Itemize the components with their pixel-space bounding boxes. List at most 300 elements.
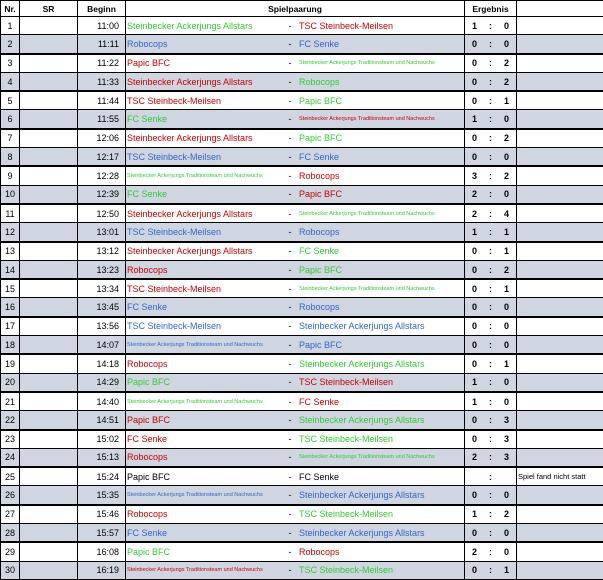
table-row: [1, 561, 603, 579]
home-team: Steinbecker Ackerjungs Allstars: [127, 131, 285, 145]
pairing-dash: -: [285, 413, 295, 427]
pairing-dash: -: [285, 526, 295, 540]
referee-cell: [20, 561, 78, 579]
away-goals: 1: [501, 244, 513, 258]
away-team: Steinbecker Ackerjungs Traditionsteam und Nachwuchs: [299, 56, 435, 70]
match-note: [517, 298, 603, 317]
match-note: [517, 430, 603, 449]
referee-cell: [20, 166, 78, 185]
away-goals: 1: [501, 357, 513, 371]
match-note: [517, 373, 603, 392]
referee-cell: [20, 298, 78, 317]
match-note: [517, 411, 603, 430]
pairing-cell: [126, 166, 465, 185]
match-note: [517, 204, 603, 223]
home-goals: 0: [469, 263, 481, 277]
away-goals: 2: [501, 56, 513, 70]
pairing-cell: [126, 373, 465, 392]
away-team: FC Senke: [299, 470, 339, 484]
score-separator: :: [481, 19, 501, 33]
pairing-cell: [126, 524, 465, 543]
start-time: 13:12: [78, 242, 126, 261]
home-team: FC Senke: [127, 526, 285, 540]
result-cell: [465, 260, 517, 279]
start-time: 13:01: [78, 223, 126, 242]
table-row: [1, 260, 603, 279]
referee-cell: [20, 448, 78, 467]
result-cell: [465, 373, 517, 392]
match-note: [517, 505, 603, 524]
away-team: Robocops: [299, 300, 340, 314]
away-goals: 3: [501, 450, 513, 464]
match-number: 1: [1, 17, 20, 35]
match-note: [517, 35, 603, 54]
away-team: FC Senke: [299, 37, 339, 51]
score-separator: :: [481, 395, 501, 409]
away-goals: 0: [501, 375, 513, 389]
away-goals: 3: [501, 432, 513, 446]
referee-cell: [20, 17, 78, 35]
score-separator: :: [481, 338, 501, 352]
pairing-cell: [126, 54, 465, 73]
pairing-cell: [126, 317, 465, 336]
start-time: 13:45: [78, 298, 126, 317]
away-team: Steinbecker Ackerjungs Allstars: [299, 319, 425, 333]
result-cell: [465, 467, 517, 486]
start-time: 11:11: [78, 35, 126, 54]
pairing-dash: -: [285, 507, 295, 521]
match-note: [517, 279, 603, 298]
score-separator: :: [481, 432, 501, 446]
table-row: [1, 54, 603, 73]
match-number: 28: [1, 524, 20, 543]
match-number: 15: [1, 279, 20, 298]
away-goals: 0: [501, 187, 513, 201]
score-separator: :: [481, 94, 501, 108]
score-separator: :: [481, 526, 501, 540]
table-row: [1, 392, 603, 411]
result-cell: [465, 486, 517, 505]
header-ergebnis: Ergebnis: [465, 1, 517, 17]
match-note: [517, 72, 603, 91]
table-row: [1, 185, 603, 204]
home-goals: 2: [469, 187, 481, 201]
referee-cell: [20, 505, 78, 524]
match-number: 2: [1, 35, 20, 54]
home-goals: 0: [469, 526, 481, 540]
home-goals: 1: [469, 112, 481, 126]
pairing-dash: -: [285, 545, 295, 559]
pairing-dash: -: [285, 395, 295, 409]
away-team: FC Senke: [299, 395, 339, 409]
home-goals: 2: [469, 450, 481, 464]
table-row: [1, 542, 603, 561]
table-row: [1, 242, 603, 261]
home-team: Steinbecker Ackerjungs Traditionsteam und Nachwuchs: [127, 395, 285, 409]
home-team: Papic BFC: [127, 545, 285, 559]
score-separator: :: [481, 300, 501, 314]
match-number: 16: [1, 298, 20, 317]
home-team: TSC Steinbeck-Meilsen: [127, 282, 285, 296]
referee-cell: [20, 260, 78, 279]
match-note: [517, 392, 603, 411]
home-goals: 1: [469, 225, 481, 239]
pairing-cell: [126, 298, 465, 317]
home-goals: 0: [469, 432, 481, 446]
score-separator: :: [481, 413, 501, 427]
pairing-cell: [126, 448, 465, 467]
match-number: 17: [1, 317, 20, 336]
result-cell: [465, 279, 517, 298]
home-goals: 3: [469, 169, 481, 183]
pairing-dash: -: [285, 432, 295, 446]
home-team: Robocops: [127, 357, 285, 371]
header-note: [517, 1, 603, 17]
start-time: 14:40: [78, 392, 126, 411]
start-time: 11:33: [78, 72, 126, 91]
table-row: [1, 148, 603, 167]
home-goals: 0: [469, 131, 481, 145]
away-goals: 2: [501, 131, 513, 145]
score-separator: :: [481, 450, 501, 464]
pairing-cell: [126, 129, 465, 148]
score-separator: :: [481, 282, 501, 296]
away-team: Robocops: [299, 225, 340, 239]
away-goals: 0: [501, 19, 513, 33]
away-team: Steinbecker Ackerjungs Traditionsteam und Nachwuchs: [299, 112, 435, 126]
away-team: TSC Steinbeck-Meilsen: [299, 563, 393, 577]
header-beginn: Beginn: [78, 1, 126, 17]
table-row: [1, 166, 603, 185]
match-note: [517, 524, 603, 543]
pairing-dash: -: [285, 563, 295, 577]
start-time: 15:35: [78, 486, 126, 505]
away-team: Robocops: [299, 169, 340, 183]
home-goals: 0: [469, 244, 481, 258]
header-sr: SR: [20, 1, 78, 17]
pairing-cell: [126, 204, 465, 223]
match-note: [517, 486, 603, 505]
home-team: Steinbecker Ackerjungs Traditionsteam und Nachwuchs: [127, 338, 285, 352]
away-team: Steinbecker Ackerjungs Allstars: [299, 413, 425, 427]
away-team: Steinbecker Ackerjungs Allstars: [299, 526, 425, 540]
away-team: Steinbecker Ackerjungs Traditionsteam und Nachwuchs: [299, 207, 435, 221]
result-cell: [465, 505, 517, 524]
referee-cell: [20, 430, 78, 449]
result-cell: [465, 411, 517, 430]
table-row: [1, 448, 603, 467]
away-goals: 0: [501, 150, 513, 164]
pairing-cell: [126, 411, 465, 430]
match-note: [517, 17, 603, 35]
match-note: [517, 448, 603, 467]
referee-cell: [20, 185, 78, 204]
score-separator: :: [481, 75, 501, 89]
start-time: 13:34: [78, 279, 126, 298]
referee-cell: [20, 336, 78, 355]
score-separator: :: [481, 488, 501, 502]
match-number: 25: [1, 467, 20, 486]
away-goals: 2: [501, 507, 513, 521]
table-row: [1, 72, 603, 91]
away-team: Steinbecker Ackerjungs Allstars: [299, 357, 425, 371]
start-time: 14:18: [78, 354, 126, 373]
score-separator: :: [481, 37, 501, 51]
pairing-dash: -: [285, 488, 295, 502]
match-number: 26: [1, 486, 20, 505]
start-time: 16:19: [78, 561, 126, 579]
pairing-cell: [126, 110, 465, 129]
header-spielpaarung: Spielpaarung: [126, 1, 465, 17]
pairing-dash: -: [285, 319, 295, 333]
referee-cell: [20, 35, 78, 54]
start-time: 11:22: [78, 54, 126, 73]
pairing-cell: [126, 17, 465, 35]
match-number: 10: [1, 185, 20, 204]
table-row: [1, 204, 603, 223]
match-number: 21: [1, 392, 20, 411]
home-goals: 2: [469, 207, 481, 221]
result-cell: [465, 336, 517, 355]
away-goals: 0: [501, 545, 513, 559]
result-cell: [465, 185, 517, 204]
away-goals: 0: [501, 300, 513, 314]
away-goals: 0: [501, 526, 513, 540]
table-row: [1, 336, 603, 355]
home-team: Papic BFC: [127, 375, 285, 389]
table-row: [1, 524, 603, 543]
pairing-cell: [126, 242, 465, 261]
home-team: TSC Steinbeck-Meilsen: [127, 94, 285, 108]
pairing-dash: -: [285, 207, 295, 221]
result-cell: [465, 204, 517, 223]
match-number: 3: [1, 54, 20, 73]
table-row: [1, 110, 603, 129]
referee-cell: [20, 467, 78, 486]
home-team: Papic BFC: [127, 56, 285, 70]
result-cell: [465, 223, 517, 242]
pairing-cell: [126, 91, 465, 110]
result-cell: [465, 542, 517, 561]
pairing-cell: [126, 279, 465, 298]
away-goals: 4: [501, 207, 513, 221]
home-goals: 0: [469, 75, 481, 89]
home-goals: 0: [469, 150, 481, 164]
pairing-dash: -: [285, 56, 295, 70]
table-row: [1, 223, 603, 242]
away-team: Robocops: [299, 545, 340, 559]
away-team: Papic BFC: [299, 94, 342, 108]
match-note: [517, 260, 603, 279]
pairing-dash: -: [285, 357, 295, 371]
pairing-dash: -: [285, 225, 295, 239]
score-separator: :: [481, 187, 501, 201]
result-cell: [465, 242, 517, 261]
start-time: 12:39: [78, 185, 126, 204]
score-separator: :: [481, 225, 501, 239]
score-separator: :: [481, 207, 501, 221]
match-note: [517, 110, 603, 129]
home-goals: 0: [469, 56, 481, 70]
referee-cell: [20, 392, 78, 411]
away-goals: 1: [501, 94, 513, 108]
pairing-dash: -: [285, 75, 295, 89]
referee-cell: [20, 242, 78, 261]
away-team: Papic BFC: [299, 263, 342, 277]
home-team: Robocops: [127, 507, 285, 521]
start-time: 15:02: [78, 430, 126, 449]
home-team: Steinbecker Ackerjungs Allstars: [127, 19, 285, 33]
match-number: 9: [1, 166, 20, 185]
home-team: Papic BFC: [127, 470, 285, 484]
home-goals: 0: [469, 563, 481, 577]
score-separator: :: [481, 545, 501, 559]
referee-cell: [20, 279, 78, 298]
score-separator: :: [481, 56, 501, 70]
referee-cell: [20, 373, 78, 392]
home-goals: 1: [469, 19, 481, 33]
match-number: 4: [1, 72, 20, 91]
match-number: 22: [1, 411, 20, 430]
table-row: [1, 317, 603, 336]
pairing-cell: [126, 185, 465, 204]
away-goals: 1: [501, 282, 513, 296]
home-team: FC Senke: [127, 112, 285, 126]
referee-cell: [20, 72, 78, 91]
pairing-cell: [126, 392, 465, 411]
pairing-cell: [126, 561, 465, 579]
referee-cell: [20, 524, 78, 543]
pairing-cell: [126, 467, 465, 486]
score-separator: :: [481, 563, 501, 577]
header-nr: Nr.: [1, 1, 20, 17]
start-time: 11:00: [78, 17, 126, 35]
home-goals: 0: [469, 357, 481, 371]
home-goals: 1: [469, 395, 481, 409]
away-goals: 2: [501, 75, 513, 89]
match-number: 20: [1, 373, 20, 392]
pairing-dash: -: [285, 450, 295, 464]
score-separator: :: [481, 507, 501, 521]
away-team: Papic BFC: [299, 187, 342, 201]
pairing-cell: [126, 148, 465, 167]
result-cell: [465, 298, 517, 317]
pairing-dash: -: [285, 244, 295, 258]
result-cell: [465, 392, 517, 411]
table-row: [1, 467, 603, 486]
pairing-dash: -: [285, 338, 295, 352]
away-goals: 0: [501, 338, 513, 352]
match-number: 13: [1, 242, 20, 261]
match-note: [517, 242, 603, 261]
pairing-dash: -: [285, 375, 295, 389]
home-team: Steinbecker Ackerjungs Allstars: [127, 75, 285, 89]
pairing-cell: [126, 223, 465, 242]
away-team: TSC Steinbeck-Meilsen: [299, 19, 393, 33]
home-team: TSC Steinbeck-Meilsen: [127, 150, 285, 164]
away-team: TSC Steinbeck-Meilsen: [299, 375, 393, 389]
home-team: TSC Steinbeck-Meilsen: [127, 225, 285, 239]
table-row: [1, 411, 603, 430]
match-note: [517, 54, 603, 73]
pairing-cell: [126, 260, 465, 279]
home-team: Robocops: [127, 450, 285, 464]
result-cell: [465, 524, 517, 543]
pairing-dash: -: [285, 187, 295, 201]
match-note: [517, 561, 603, 579]
match-number: 29: [1, 542, 20, 561]
home-goals: 0: [469, 319, 481, 333]
start-time: 11:55: [78, 110, 126, 129]
score-separator: :: [481, 169, 501, 183]
match-note: [517, 148, 603, 167]
match-number: 6: [1, 110, 20, 129]
table-row: [1, 129, 603, 148]
pairing-dash: -: [285, 263, 295, 277]
pairing-cell: [126, 430, 465, 449]
match-number: 23: [1, 430, 20, 449]
pairing-cell: [126, 505, 465, 524]
home-goals: 0: [469, 338, 481, 352]
result-cell: [465, 317, 517, 336]
pairing-cell: [126, 72, 465, 91]
away-goals: 1: [501, 563, 513, 577]
match-number: 11: [1, 204, 20, 223]
match-note: [517, 317, 603, 336]
match-note: [517, 223, 603, 242]
start-time: 15:57: [78, 524, 126, 543]
away-team: Papic BFC: [299, 338, 342, 352]
pairing-dash: -: [285, 300, 295, 314]
table-row: [1, 35, 603, 54]
pairing-dash: -: [285, 282, 295, 296]
away-goals: 2: [501, 169, 513, 183]
referee-cell: [20, 223, 78, 242]
result-cell: [465, 354, 517, 373]
home-team: Steinbecker Ackerjungs Allstars: [127, 207, 285, 221]
start-time: 15:13: [78, 448, 126, 467]
away-team: TSC Steinbeck-Meilsen: [299, 507, 393, 521]
referee-cell: [20, 129, 78, 148]
referee-cell: [20, 54, 78, 73]
match-number: 27: [1, 505, 20, 524]
home-team: FC Senke: [127, 432, 285, 446]
score-separator: :: [481, 375, 501, 389]
result-cell: [465, 54, 517, 73]
away-goals: 1: [501, 225, 513, 239]
away-goals: 0: [501, 37, 513, 51]
home-team: Steinbecker Ackerjungs Traditionsteam und Nachwuchs: [127, 563, 285, 577]
result-cell: [465, 35, 517, 54]
start-time: 14:07: [78, 336, 126, 355]
start-time: 16:08: [78, 542, 126, 561]
referee-cell: [20, 91, 78, 110]
home-goals: 0: [469, 488, 481, 502]
away-team: TSC Steinbeck-Meilsen: [299, 432, 393, 446]
start-time: 14:51: [78, 411, 126, 430]
table-row: [1, 373, 603, 392]
match-note: [517, 354, 603, 373]
match-note: [517, 166, 603, 185]
home-team: Steinbecker Ackerjungs Allstars: [127, 244, 285, 258]
home-team: Robocops: [127, 263, 285, 277]
pairing-dash: -: [285, 94, 295, 108]
referee-cell: [20, 148, 78, 167]
pairing-dash: -: [285, 131, 295, 145]
result-cell: [465, 430, 517, 449]
pairing-cell: [126, 354, 465, 373]
start-time: 12:28: [78, 166, 126, 185]
